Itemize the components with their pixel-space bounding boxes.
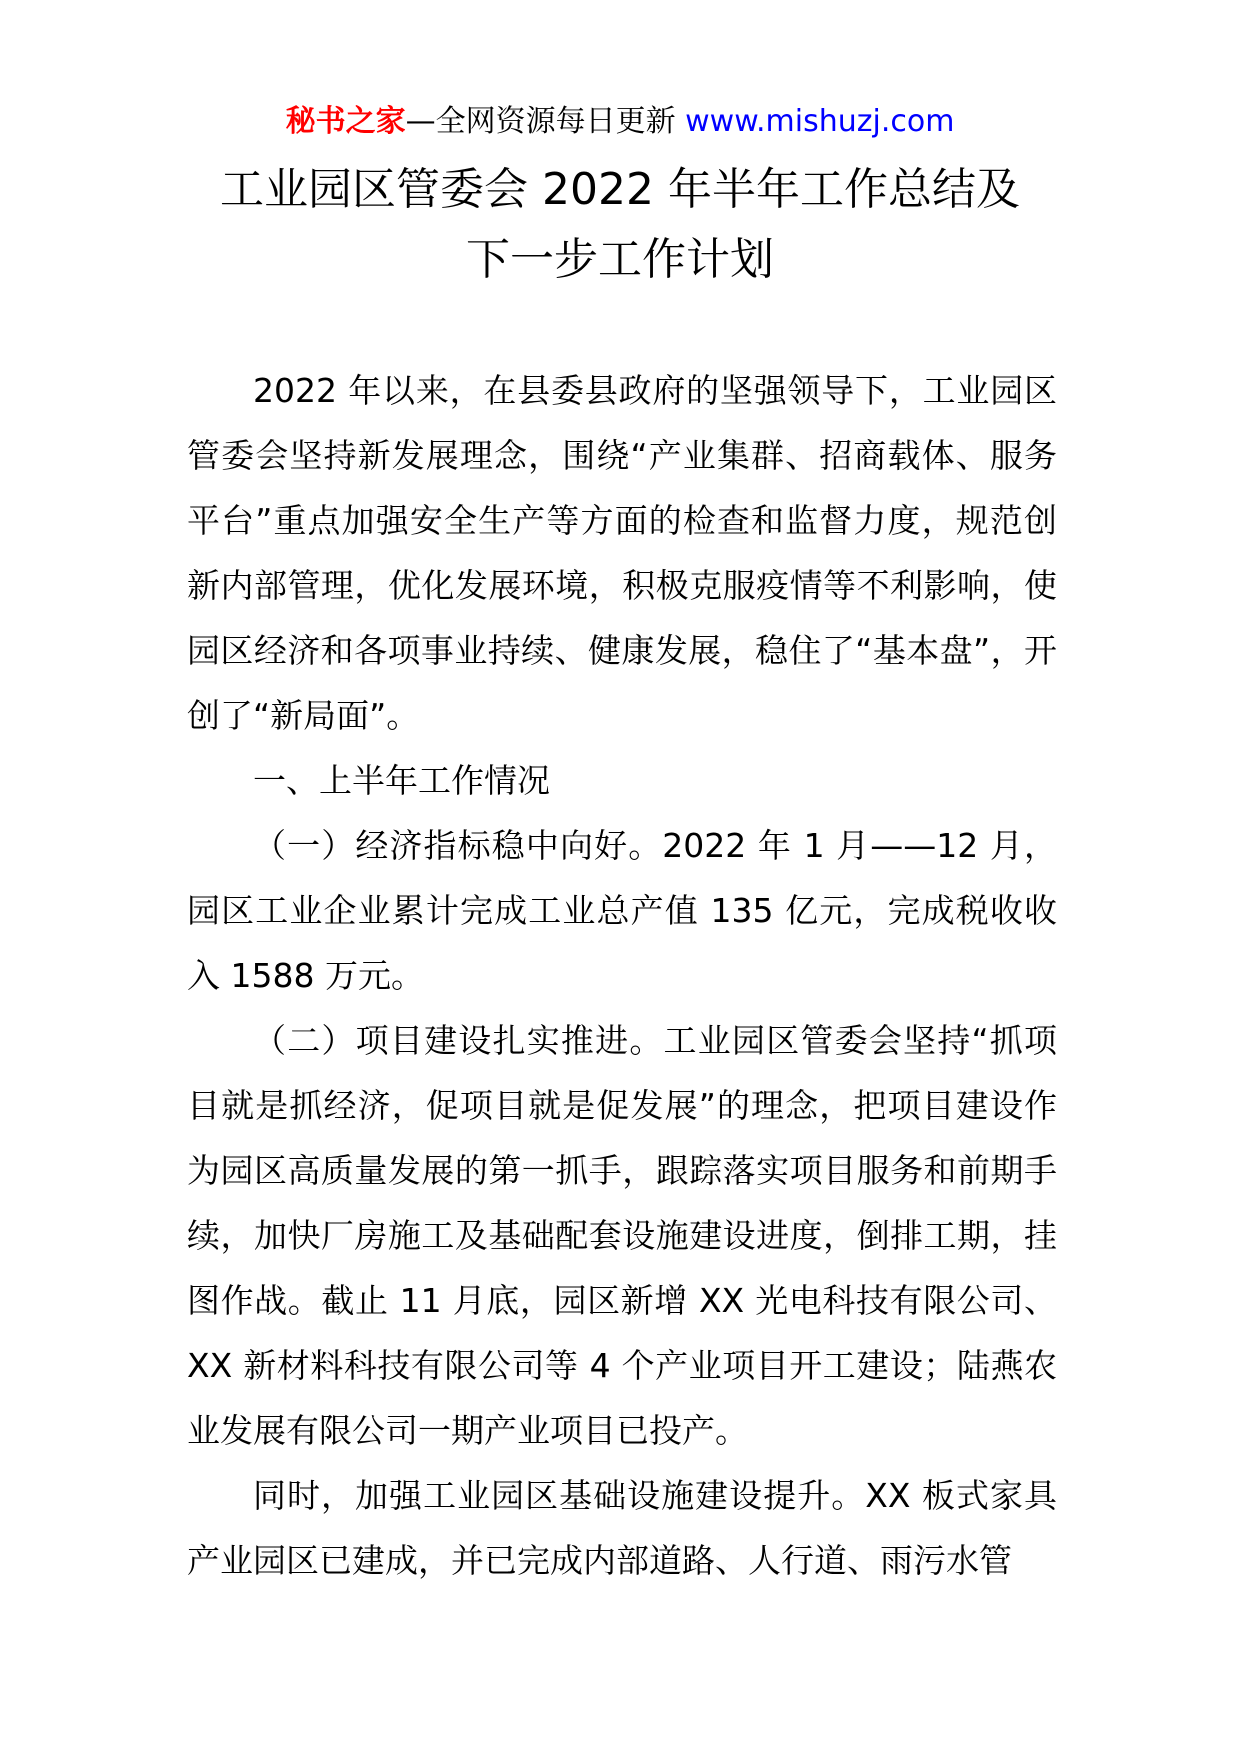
site-tagline: —全网资源每日更新 — [405, 104, 686, 139]
site-url-link[interactable]: www.mishuzj.com — [685, 104, 955, 139]
section-heading: 一、上半年工作情况 — [253, 761, 550, 800]
paragraph-project-construction: （二）项目建设扎实推进。工业园区管委会坚持“抓项目就是抓经济，促项目就是促发展”的理念，把项目建设作为园区高质量发展的第一抓手，跟踪落实项目服务和前期手续，加快厂房施工及基础配套设施建设进度，倒排工期，挂图作战。截止 11 月底，园区新增 XX 光电科技有限公司、XX 新材料科技有限公司等 4 个产业项目开工建设；陆燕农业发展有限公司一期产业项目已投产。 — [187, 1021, 1057, 1450]
document-title-line-2: 下一步工作计划 — [466, 234, 774, 285]
document-body — [187, 358, 1057, 1593]
site-brand: 秘书之家 — [285, 104, 406, 139]
site-header — [0, 102, 1240, 142]
paragraph-intro: 2022 年以来，在县委县政府的坚强领导下，工业园区管委会坚持新发展理念，围绕“产业集群、招商载体、服务平台”重点加强安全生产等方面的检查和监督力度，规范创新内部管理，优化发展环境，积极克服疫情等不利影响，使园区经济和各项事业持续、健康发展，稳住了“基本盘”，开创了“新局面”。 — [187, 371, 1057, 735]
paragraph-infrastructure: 同时，加强工业园区基础设施建设提升。XX 板式家具产业园区已建成，并已完成内部道路、人行道、雨污水管 — [187, 1476, 1057, 1580]
paragraph-economic-indicators: （一）经济指标稳中向好。2022 年 1 月——12 月，园区工业企业累计完成工业总产值 135 亿元，完成税收收入 1588 万元。 — [187, 826, 1057, 995]
document-title-line-1: 工业园区管委会 2022 年半年工作总结及 — [220, 164, 1020, 215]
